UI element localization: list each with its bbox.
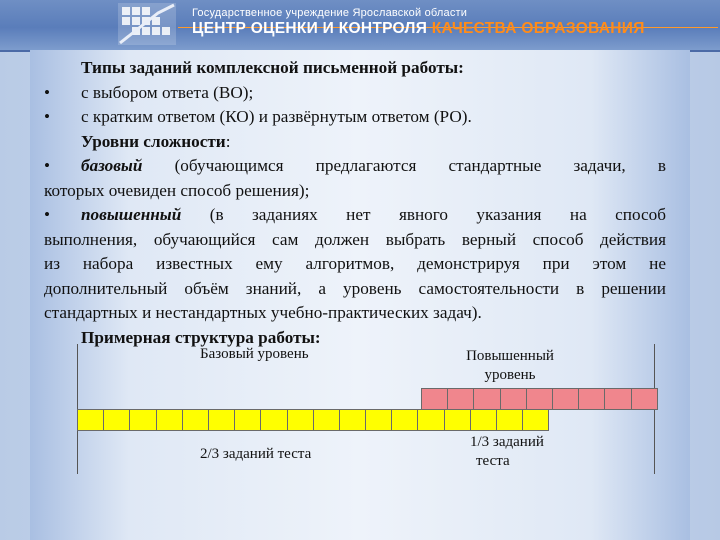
- advanced-task-cell: [500, 388, 527, 410]
- advanced-tasks-bar: [421, 388, 657, 410]
- basic-task-cell: [522, 409, 549, 431]
- basic-task-cell: [444, 409, 471, 431]
- advanced-task-cell: [552, 388, 579, 410]
- basic-level-label: Базовый уровень: [200, 346, 309, 362]
- basic-level-line: которых очевиден способ решения);: [44, 180, 310, 200]
- advanced-share-label: 1/3 заданий теста: [470, 434, 544, 469]
- basic-task-cell: [234, 409, 261, 431]
- advanced-task-cell: [421, 388, 448, 410]
- advanced-level-line: дополнительный объём знаний, а уровень самостоятельности в решении: [44, 278, 666, 298]
- basic-task-cell: [77, 409, 104, 431]
- basic-task-cell: [129, 409, 156, 431]
- basic-tasks-bar: [77, 409, 548, 431]
- advanced-task-cell: [604, 388, 631, 410]
- basic-task-cell: [156, 409, 183, 431]
- basic-task-cell: [103, 409, 130, 431]
- basic-task-cell: [287, 409, 314, 431]
- advanced-task-cell: [578, 388, 605, 410]
- header-banner: [0, 0, 720, 52]
- basic-task-cell: [260, 409, 287, 431]
- basic-task-cell: [182, 409, 209, 431]
- advanced-level-label: Повышенный уровень: [466, 348, 554, 383]
- basic-task-cell: [339, 409, 366, 431]
- advanced-level-line: из набора известных ему алгоритмов, демонстрируя при этом не: [44, 254, 666, 273]
- basic-task-cell: [313, 409, 340, 431]
- basic-level-line: • базовый (обучающимся предлагаются стандартные задачи, в: [44, 156, 666, 175]
- advanced-level-line: выполнения, обучающийся сам должен выбрать верный способ действия: [44, 229, 666, 249]
- list-item: • с кратким ответом (КО) и развёрнутым ответом (РО).: [44, 107, 472, 126]
- basic-task-cell: [208, 409, 235, 431]
- advanced-task-cell: [526, 388, 553, 410]
- types-heading: Типы заданий комплексной письменной работы:: [81, 58, 464, 77]
- advanced-level-line: стандартных и нестандартных учебно-практических задач).: [44, 303, 482, 322]
- basic-task-cell: [417, 409, 444, 431]
- structure-heading: Примерная структура работы:: [81, 327, 321, 347]
- content-text: [44, 56, 666, 350]
- basic-task-cell: [470, 409, 497, 431]
- basic-share-label: 2/3 заданий теста: [200, 446, 312, 462]
- advanced-task-cell: [447, 388, 474, 410]
- advanced-task-cell: [473, 388, 500, 410]
- levels-heading: Уровни сложности:: [81, 131, 231, 151]
- basic-task-cell: [496, 409, 523, 431]
- center-name: ЦЕНТР ОЦЕНКИ И КОНТРОЛЯ КАЧЕСТВА ОБРАЗОВАНИЯ: [192, 20, 645, 37]
- org-name: Государственное учреждение Ярославской области: [192, 7, 468, 19]
- building-logo-icon: [118, 3, 176, 45]
- basic-task-cell: [365, 409, 392, 431]
- list-item: • с выбором ответа (ВО);: [44, 82, 254, 102]
- advanced-level-line: • повышенный (в заданиях нет явного указания на способ: [44, 205, 666, 224]
- basic-task-cell: [391, 409, 418, 431]
- advanced-task-cell: [631, 388, 658, 410]
